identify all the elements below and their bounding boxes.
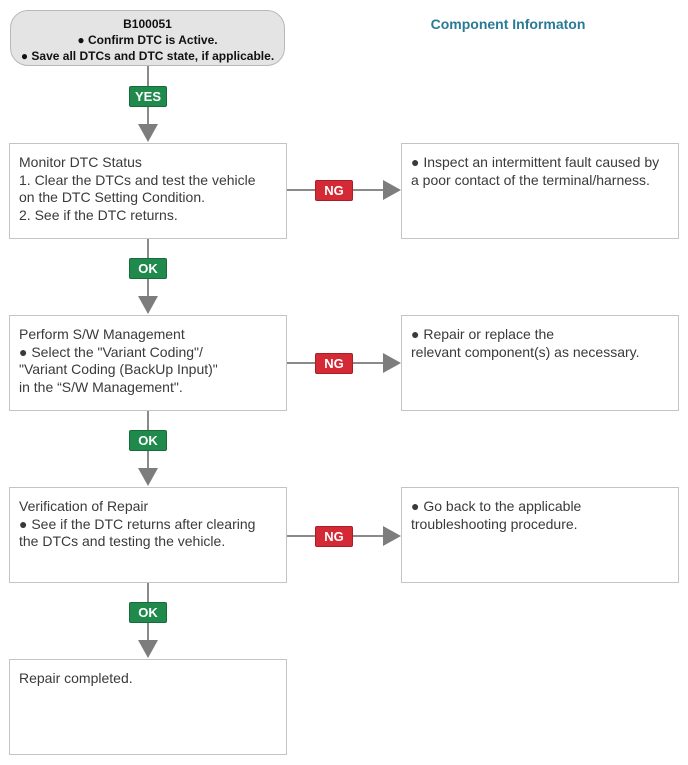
- final-text: Repair completed.: [19, 670, 133, 686]
- save-dtcs-text: ● Save all DTCs and DTC state, if applicable.: [20, 49, 275, 63]
- component-information-title[interactable]: Component Informaton: [430, 16, 586, 32]
- step-monitor-dtc-status: [9, 143, 287, 239]
- ok-badge: OK: [129, 430, 167, 451]
- arrow-right-icon: [383, 353, 401, 373]
- arrow-right-icon: [383, 180, 401, 200]
- step-text: "Variant Coding (BackUp Input)": [19, 361, 218, 377]
- ng-badge: NG: [315, 353, 353, 374]
- step-text: the DTCs and testing the vehicle.: [19, 533, 226, 549]
- step-title: Monitor DTC Status: [19, 154, 142, 170]
- ok-badge: OK: [129, 602, 167, 623]
- step-text: in the “S/W Management".: [19, 378, 183, 395]
- final-repair-completed-box: [9, 659, 287, 755]
- ng-action-text: ● Inspect an intermittent fault caused by: [411, 154, 660, 170]
- arrow-down-icon: [138, 468, 158, 486]
- confirm-dtc-text: ● Confirm DTC is Active.: [77, 33, 218, 47]
- ng-action-text: relevant component(s) as necessary.: [411, 343, 640, 360]
- ng-action-text: ● Repair or replace the: [411, 326, 555, 342]
- ng-action-text: troubleshooting procedure.: [411, 515, 578, 532]
- ng-action-box: [401, 143, 679, 239]
- dtc-code: B100051: [123, 17, 172, 31]
- step-text: ● See if the DTC returns after clearing: [19, 515, 256, 532]
- step-text: on the DTC Setting Condition.: [19, 189, 205, 205]
- step-verification-of-repair: [9, 487, 287, 583]
- step-title: Verification of Repair: [19, 498, 149, 514]
- ng-action-text: a poor contact of the terminal/harness.: [411, 171, 650, 188]
- step-text: 1. Clear the DTCs and test the vehicle: [19, 171, 256, 188]
- arrow-down-icon: [138, 124, 158, 142]
- arrow-right-icon: [383, 526, 401, 546]
- ok-badge: OK: [129, 258, 167, 279]
- arrow-down-icon: [138, 640, 158, 658]
- arrow-down-icon: [138, 296, 158, 314]
- ng-badge: NG: [315, 526, 353, 547]
- step-text: 2. See if the DTC returns.: [19, 206, 178, 223]
- ng-badge: NG: [315, 180, 353, 201]
- step-sw-management: [9, 315, 287, 411]
- step-text: ● Select the "Variant Coding"/: [19, 343, 203, 360]
- ng-action-box: [401, 315, 679, 411]
- start-condition-box: [10, 10, 285, 66]
- ng-action-box: [401, 487, 679, 583]
- yes-badge: YES: [129, 86, 167, 107]
- step-title: Perform S/W Management: [19, 326, 185, 342]
- ng-action-text: ● Go back to the applicable: [411, 498, 582, 514]
